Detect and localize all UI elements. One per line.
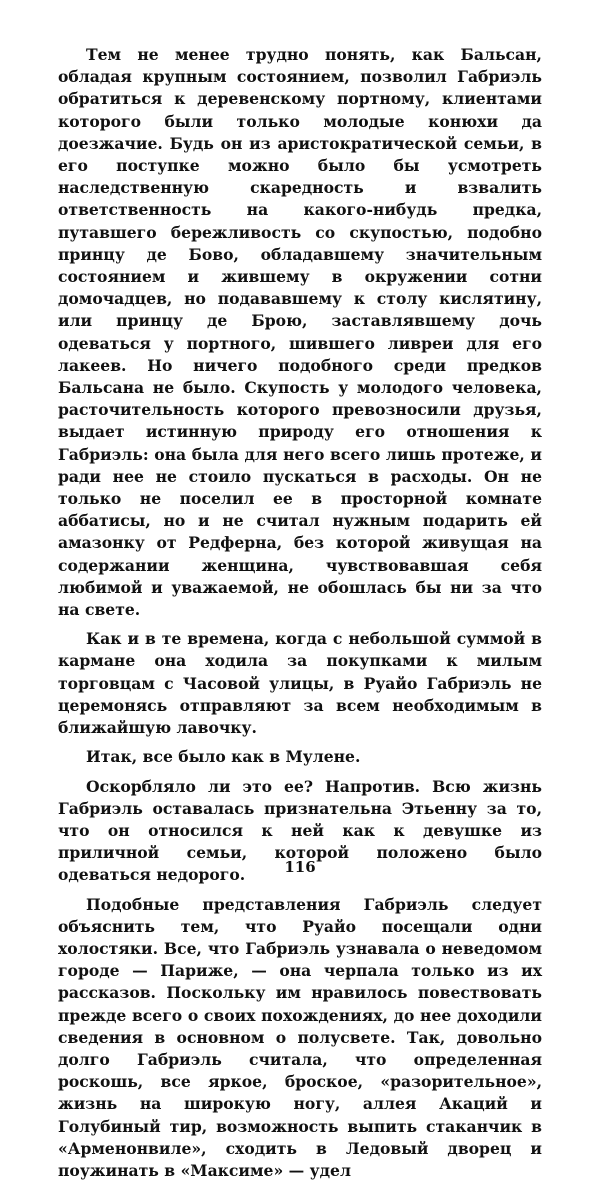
paragraph: Как и в те времена, когда с небольшой суммой в кармане она ходила за покупками к милым торговцам с Часовой улицы, в Руайо Габриэль не церемонясь отправляют за всем необходимым в ближайшую лавочку. — [58, 629, 542, 738]
paragraph: Подобные представления Габриэль следует объяснить тем, что Руайо посещали одни холостяки. Все, что Габриэль узнавала о неведомом городе — Париже, — она черпала только из их рассказов. Поскольку им нравилось повествовать прежде всего о своих похождениях, до нее доходили сведения в основном о полусвете. Так, довольно долго Габриэль считала, что определенная роскошь, все яркое, броское, «разорительное», жизнь на широкую ногу, аллея Акаций и Голубиный тир, возможность выпить стаканчик в «Арменонвиле», сходить в Ледовый дворец и поужинать в «Максиме» — удел — [58, 894, 542, 1180]
body-text — [58, 44, 542, 1182]
paragraph: Тем не менее трудно понять, как Бальсан, обладая крупным состоянием, позволил Габриэль обратиться к деревенскому портному, клиентами которого были только молодые конюхи да доезжачие. Будь он из аристократической семьи, в его поступке можно было бы усмотреть наследственную скаредность и взвалить ответственность на какого-нибудь предка, путавшего бережливость со скупостью, подобно принцу де Бово, обладавшему значительным состоянием и жившему в окружении сотни домочадцев, но подававшему к столу кислятину, или принцу де Брою, заставлявшему дочь одеваться у портного, шившего ливреи для его лакеев. Но ничего подобного среди предков Бальсана не было. Скупость у молодого человека, расточительность которого превозносили друзья, выдает истинную природу его отношения к Габриэль: она была для него всего лишь протеже, и ради нее не стоило пускаться в расходы. Он не только не поселил ее в просторной комнате аббатисы, но и не считал нужным подарить ей амазонку от Редферна, без которой живущая на содержании женщина, чувствовавшая себя любимой и уважаемой, не обошлась бы ни за что на свете. — [58, 45, 542, 620]
paragraph: Оскорбляло ли это ее? Напротив. Всю жизнь Габриэль оставалась признательна Этьенну за то, что он относился к ней как к девушке из приличной семьи, которой положено было одеваться недорого. — [58, 776, 542, 885]
page-number: 116 — [284, 858, 316, 876]
paragraph: Итак, все было как в Мулене. — [86, 747, 361, 767]
